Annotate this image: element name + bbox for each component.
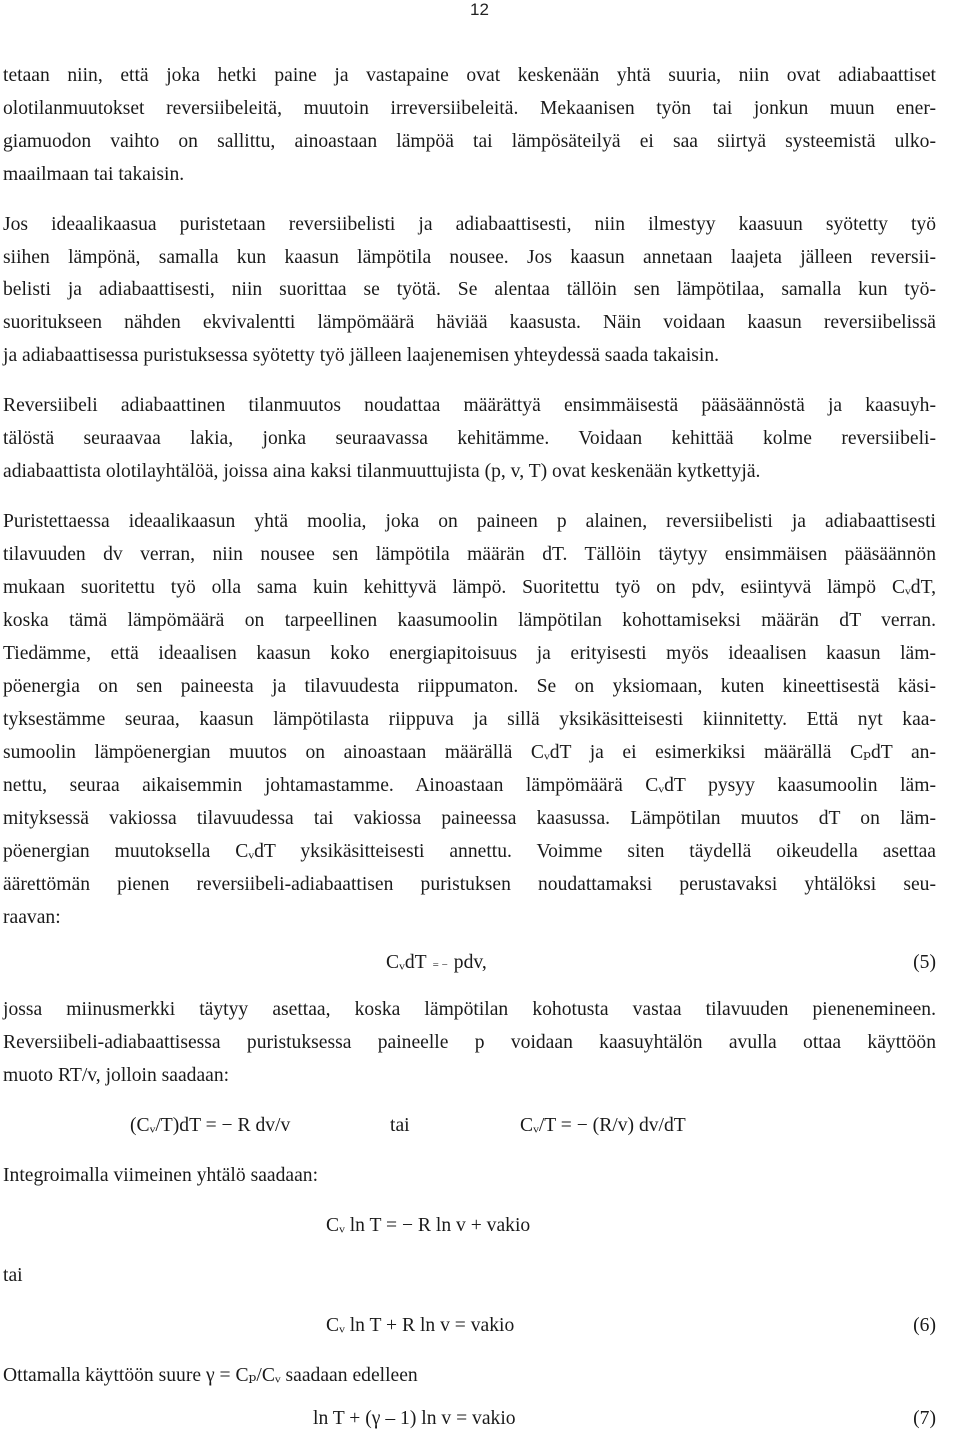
text-line: adiabaattista olotilayhtälöä, joissa aina kaksi tilanmuuttujista (p, v, T) ovat keskenään kytkettyjä. — [3, 461, 761, 482]
equation-a: (Cᵥ/T)dT = − R dv/v — [130, 1115, 291, 1136]
text-line: tilavuuden dv verran, niin nousee sen lämpötila määrän dT. Tällöin täytyy ensimmäisen pääsäännön — [3, 544, 936, 565]
text-line: Puristettaessa ideaalikaasun yhtä moolia, joka on paineen p alainen, reversiibelisti ja adiabaattisesti — [3, 511, 936, 532]
text-line: jossa miinusmerkki täytyy asettaa, koska lämpötilan kohotusta vastaa tilavuuden pienenemineen. — [3, 999, 936, 1020]
equation-7: ln T + (γ – 1) ln v = vakio — [313, 1408, 516, 1429]
equation-number-6: (6) — [913, 1315, 936, 1336]
eq5-left: CᵥdT — [386, 952, 427, 973]
text-line: tyksestämme seuraa, kaasun lämpötilasta riippuva ja sillä yksikäsitteisesti kiinnitetty. Että nyt kaa- — [3, 709, 936, 730]
text-line: Reversiibeli adiabaattinen tilanmuutos noudattaa määrättyä ensimmäisestä pääsäännöstä ja kaasuyh- — [3, 395, 936, 416]
text-line: Jos ideaalikaasua puristetaan reversiibelisti ja adiabaattisesti, niin ilmestyy kaasuun syötetty työ — [3, 214, 936, 235]
equation-c: Cᵥ ln T = − R ln v + vakio — [326, 1215, 531, 1236]
equation-b: Cᵥ/T = − (R/v) dv/dT — [520, 1115, 686, 1136]
text-line: tetaan niin, että joka hetki paine ja vastapaine ovat keskenään yhtä suuria, niin ovat adiabaattiset — [3, 65, 936, 86]
equation-connector: tai — [390, 1115, 410, 1136]
text-line: nettu, seuraa aikaisemmin johtamastamme. Ainoastaan lämpömäärä CᵥdT pysyy kaasumoolin läm- — [3, 775, 936, 796]
text-line: raavan: — [3, 907, 61, 928]
text-line: olotilanmuutokset reversiibeleitä, muutoin irreversiibeleitä. Mekaanisen työn tai jonkun muun ener- — [3, 98, 936, 119]
text-line: Ottamalla käyttöön suure γ = Cₚ/Cᵥ saadaan edelleen — [3, 1365, 418, 1386]
text-line: äärettömän pienen reversiibeli-adiabaattisen puristuksen noudattamaksi perustavaksi yhtälöksi seu- — [3, 874, 936, 895]
text-line: siihen lämpönä, samalla kun kaasun lämpötila nousee. Jos kaasun annetaan laajeta jälleen reversii- — [3, 247, 936, 268]
page-number: 12 — [470, 0, 489, 19]
eq5-right: pdv, — [453, 952, 487, 973]
text-line: Tiedämme, että ideaalisen kaasun koko energiapitoisuus ja erityisesti myös ideaalisen kaasun läm- — [3, 643, 936, 664]
text-line: giamuodon vaihto on sallittu, ainoastaan lämpöä tai lämpösäteilyä ei saa siirtyä systeemistä ulko- — [3, 131, 936, 152]
text-line: mityksessä vakiossa tilavuudessa tai vakiossa paineessa kaasussa. Lämpötilan muutos dT on läm- — [3, 808, 936, 829]
text-line: koska tämä lämpömäärä on tarpeellinen kaasumoolin lämpötilan kohottamiseksi määrän dT verran. — [3, 610, 936, 631]
equation-6: Cᵥ ln T + R ln v = vakio — [326, 1315, 515, 1336]
eq5-equals: = − — [432, 959, 448, 971]
text-line: Integroimalla viimeinen yhtälö saadaan: — [3, 1165, 319, 1186]
equation-number-7: (7) — [913, 1408, 936, 1429]
text-line: suoritukseen nähden ekvivalentti lämpömäärä häviää kaasusta. Näin voidaan kaasun reversiibelissä — [3, 312, 936, 333]
text-line: pöenergian muutoksella CᵥdT yksikäsitteisesti annettu. Voimme siten täydellä oikeudella asettaa — [3, 841, 936, 862]
text-line: tälöstä seuraavaa lakia, jonka seuraavassa kehitämme. Voidaan kehittää kolme reversiibeli- — [3, 428, 936, 449]
text-line: muoto RT/v, jolloin saadaan: — [3, 1065, 230, 1086]
text-line: mukaan suoritettu työ olla sama kuin kehittyvä lämpö. Suoritettu työ on pdv, esiintyvä lämpö CᵥdT, — [3, 577, 936, 598]
text-line: pöenergia on sen paineesta ja tilavuudesta riippumaton. Se on yksiomaan, kuten kineettisestä käsi- — [3, 676, 936, 697]
equation-5 — [386, 951, 487, 977]
text-line: Reversiibeli-adiabaattisessa puristuksessa paineelle p voidaan kaasuyhtälön avulla ottaa käyttöön — [3, 1032, 936, 1053]
text-line: maailmaan tai takaisin. — [3, 164, 185, 185]
text-line: ja adiabaattisessa puristuksessa syötetty työ jälleen laajenemisen yhteydessä saada takaisin. — [3, 345, 720, 366]
equation-number-5: (5) — [913, 952, 936, 973]
text-line: tai — [3, 1265, 23, 1286]
text-line: belisti ja adiabaattisesti, niin suorittaa se työtä. Se alentaa tällöin sen lämpötilaa, samalla kun työ- — [3, 279, 936, 300]
text-line: sumoolin lämpöenergian muutos on ainoastaan määrällä CᵥdT ja ei esimerkiksi määrällä CₚdT an- — [3, 742, 936, 763]
